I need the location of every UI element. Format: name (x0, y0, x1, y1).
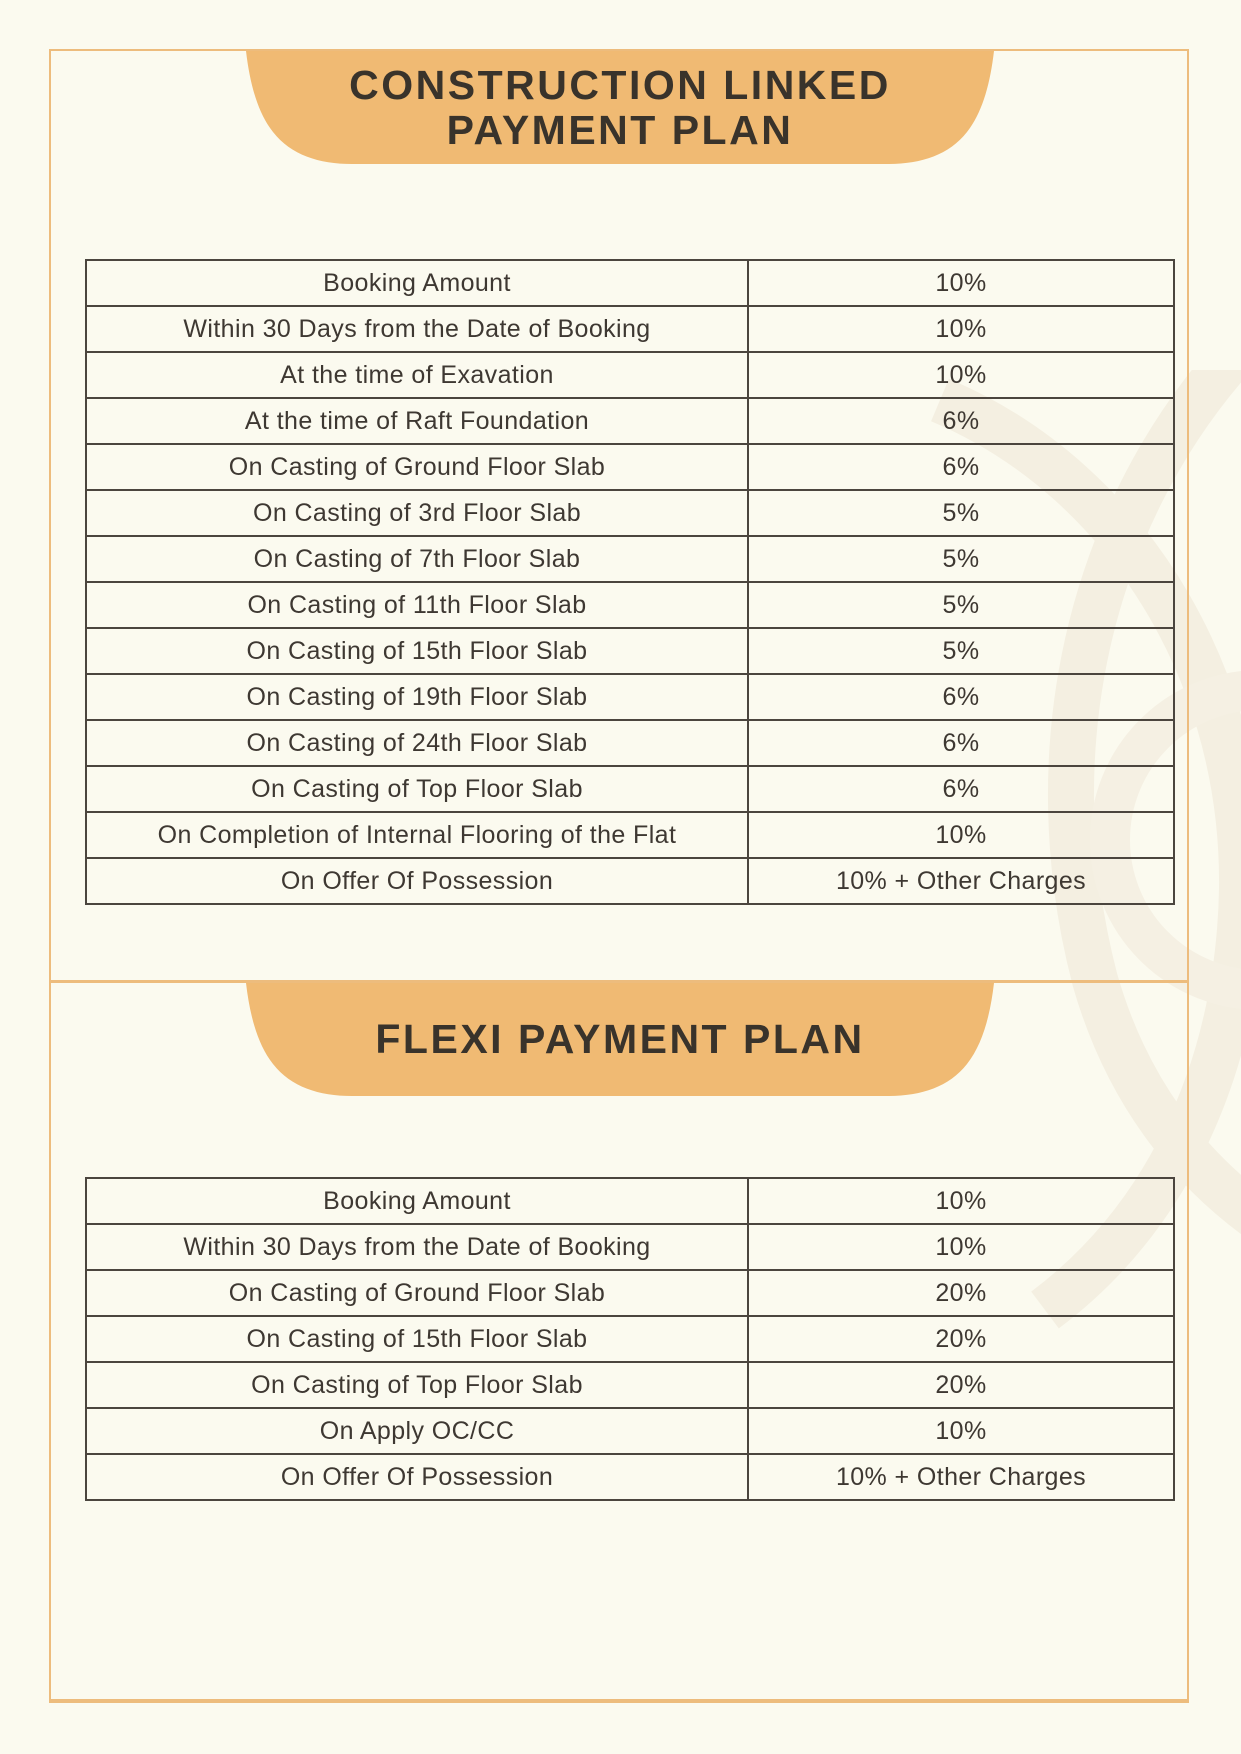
milestone-cell: On Casting of Ground Floor Slab (86, 1270, 748, 1316)
milestone-cell: At the time of Exavation (86, 352, 748, 398)
table-row (86, 582, 1174, 628)
table-row (86, 1408, 1174, 1454)
table-row (86, 1178, 1174, 1224)
percent-cell: 10% + Other Charges (748, 858, 1174, 904)
table-row (86, 444, 1174, 490)
table-row (86, 260, 1174, 306)
percent-cell: 5% (748, 628, 1174, 674)
milestone-cell: On Casting of 3rd Floor Slab (86, 490, 748, 536)
percent-cell: 6% (748, 674, 1174, 720)
percent-cell: 6% (748, 444, 1174, 490)
title-line: CONSTRUCTION LINKED (349, 61, 891, 108)
percent-cell: 6% (748, 398, 1174, 444)
section-title-construction (246, 51, 994, 164)
table-row (86, 536, 1174, 582)
table-row (86, 858, 1174, 904)
milestone-cell: On Casting of 15th Floor Slab (86, 1316, 748, 1362)
milestone-cell: On Completion of Internal Flooring of the Flat (86, 812, 748, 858)
title-line: PAYMENT PLAN (446, 106, 794, 153)
milestone-cell: On Apply OC/CC (86, 1408, 748, 1454)
table-row (86, 398, 1174, 444)
table-row (86, 674, 1174, 720)
milestone-cell: On Casting of 11th Floor Slab (86, 582, 748, 628)
construction-plan-banner (246, 51, 994, 164)
milestone-cell: Booking Amount (86, 1178, 748, 1224)
table-row (86, 1454, 1174, 1500)
percent-cell: 5% (748, 490, 1174, 536)
table-row (86, 1362, 1174, 1408)
milestone-cell: On Casting of 19th Floor Slab (86, 674, 748, 720)
milestone-cell: Booking Amount (86, 260, 748, 306)
percent-cell: 10% (748, 1178, 1174, 1224)
milestone-cell: On Offer Of Possession (86, 1454, 748, 1500)
percent-cell: 6% (748, 720, 1174, 766)
milestone-cell: On Casting of 15th Floor Slab (86, 628, 748, 674)
milestone-cell: On Casting of Top Floor Slab (86, 1362, 748, 1408)
table-row (86, 766, 1174, 812)
table-row (86, 306, 1174, 352)
table-row (86, 490, 1174, 536)
percent-cell: 10% (748, 1408, 1174, 1454)
construction-payment-table (85, 259, 1175, 905)
table-row (86, 720, 1174, 766)
percent-cell: 10% (748, 352, 1174, 398)
percent-cell: 20% (748, 1316, 1174, 1362)
percent-cell: 10% (748, 260, 1174, 306)
table-row (86, 628, 1174, 674)
table-row (86, 1316, 1174, 1362)
percent-cell: 20% (748, 1362, 1174, 1408)
milestone-cell: At the time of Raft Foundation (86, 398, 748, 444)
percent-cell: 10% (748, 812, 1174, 858)
percent-cell: 10% (748, 306, 1174, 352)
flexi-plan-banner (246, 983, 994, 1096)
table-row (86, 1224, 1174, 1270)
percent-cell: 6% (748, 766, 1174, 812)
table-row (86, 352, 1174, 398)
section-title-flexi (246, 983, 994, 1096)
milestone-cell: On Casting of Ground Floor Slab (86, 444, 748, 490)
milestone-cell: On Casting of 24th Floor Slab (86, 720, 748, 766)
milestone-cell: On Offer Of Possession (86, 858, 748, 904)
milestone-cell: Within 30 Days from the Date of Booking (86, 1224, 748, 1270)
percent-cell: 20% (748, 1270, 1174, 1316)
table-row (86, 1270, 1174, 1316)
percent-cell: 5% (748, 536, 1174, 582)
milestone-cell: Within 30 Days from the Date of Booking (86, 306, 748, 352)
table-row (86, 812, 1174, 858)
percent-cell: 5% (748, 582, 1174, 628)
flexi-payment-table (85, 1177, 1175, 1501)
milestone-cell: On Casting of 7th Floor Slab (86, 536, 748, 582)
percent-cell: 10% + Other Charges (748, 1454, 1174, 1500)
milestone-cell: On Casting of Top Floor Slab (86, 766, 748, 812)
title-line: FLEXI PAYMENT PLAN (375, 1016, 865, 1062)
percent-cell: 10% (748, 1224, 1174, 1270)
